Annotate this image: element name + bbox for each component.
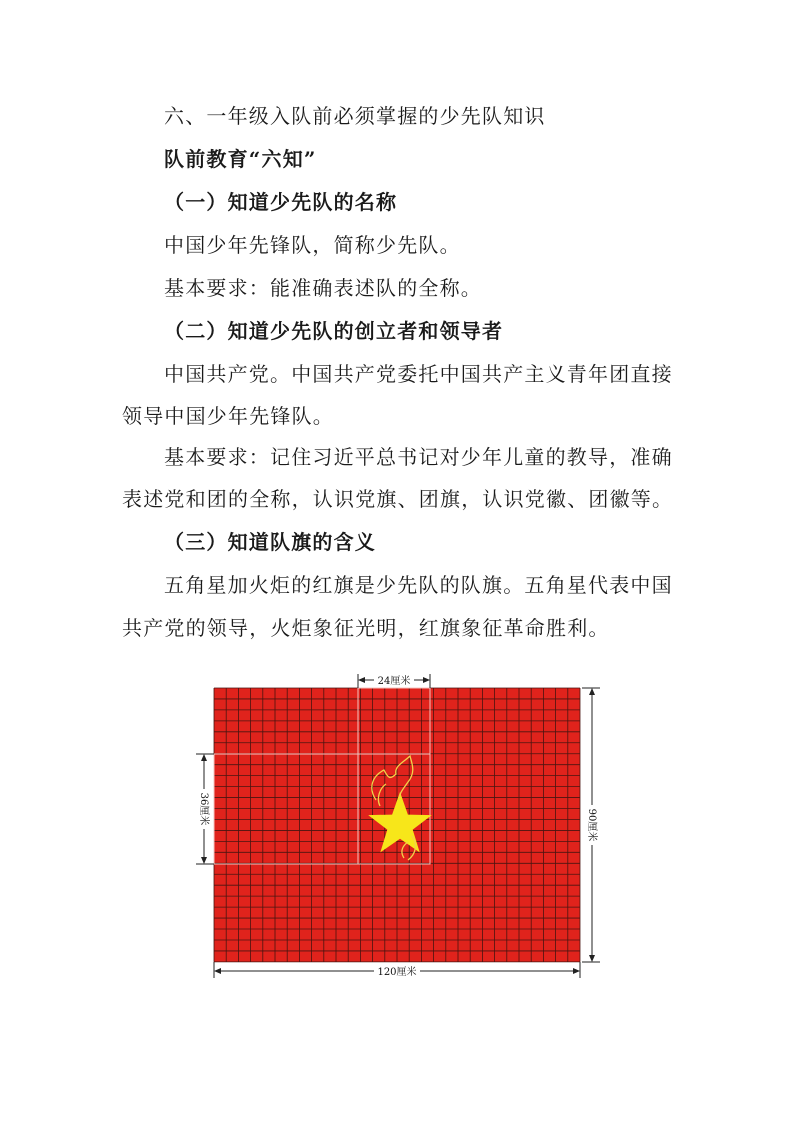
paragraph-line: 中国少年先锋队，简称少先队。 xyxy=(164,233,461,257)
paragraph-line: 共产党的领导，火炬象征光明，红旗象征革命胜利。 xyxy=(122,616,610,640)
left-dimension xyxy=(196,754,214,864)
paragraph-line: 基本要求：记住习近平总书记对少年儿童的教导，准确 xyxy=(164,445,673,469)
right-height-label: 90厘米 xyxy=(586,808,597,842)
left-height-label: 36厘米 xyxy=(198,792,209,826)
paragraph-line: 表述党和团的全称，认识党旗、团旗，认识党徽、团徽等。 xyxy=(122,487,674,511)
bottom-dimension xyxy=(214,962,580,978)
paragraph-line: 领导中国少年先锋队。 xyxy=(122,404,334,428)
paragraph-line: 中国共产党。中国共产党委托中国共产主义青年团直接 xyxy=(164,362,673,386)
paragraph-line: 基本要求：能准确表述队的全称。 xyxy=(164,276,482,300)
paragraph-line: 五角星加火炬的红旗是少先队的队旗。五角星代表中国 xyxy=(164,573,673,597)
right-dimension xyxy=(582,688,600,962)
top-dimension xyxy=(358,673,430,688)
top-width-label: 24厘米 xyxy=(377,676,411,687)
section-title-3: （三）知道队旗的含义 xyxy=(164,530,376,554)
section-title-2: （二）知道少先队的创立者和领导者 xyxy=(164,319,504,343)
section-heading: 六、一年级入队前必须掌握的少先队知识 xyxy=(164,104,546,128)
section-title-1: （一）知道少先队的名称 xyxy=(164,190,398,214)
subheading: 队前教育“六知” xyxy=(164,147,317,171)
bottom-width-label: 120厘米 xyxy=(377,967,417,978)
pioneer-flag-diagram xyxy=(190,660,620,985)
